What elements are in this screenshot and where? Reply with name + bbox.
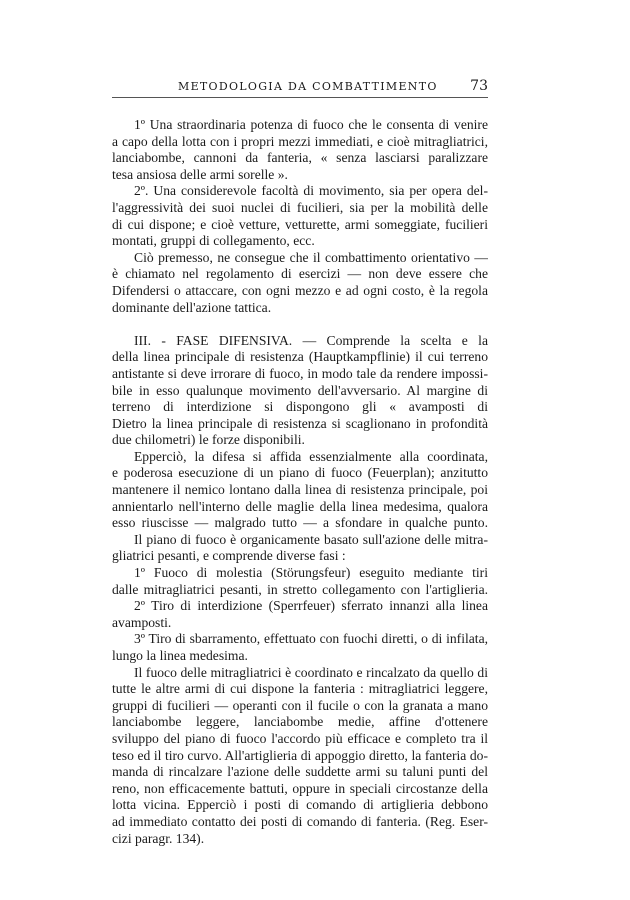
text-line: esso riuscisse — malgrado tutto — a sfondare in qualche punto. <box>112 515 488 531</box>
text-line: due chilometri) le forze disponibili. <box>112 432 305 448</box>
text-line: a capo della lotta con i propri mezzi immediati, e cioè mitragliatrici, <box>112 133 488 149</box>
text-line: Dietro la linea principale di resistenza si scaglionano in profondità <box>112 415 488 431</box>
text-line: dalle mitragliatrici pesanti, in stretto collegamento con l'artiglieria. <box>112 581 488 597</box>
text-line: lanciabombe leggere, lanciabombe medie, affine d'ottenere <box>112 714 488 730</box>
text-line: annientarlo nell'interno delle maglie della linea medesima, qualora <box>112 498 488 514</box>
text-line: 1º Fuoco di molestia (Störungsfeur) eseguito mediante tiri <box>134 565 488 581</box>
page-number: 73 <box>470 78 488 94</box>
text-line: Difendersi o attaccare, con ogni mezzo e ad ogni costo, è la regola <box>112 282 488 298</box>
text-line: manda di rincalzare l'azione delle suddette armi su taluni punti del <box>112 764 488 780</box>
text-line: della linea principale di resistenza (Hauptkampflinie) il cui terreno <box>112 349 488 365</box>
text-line: e poderosa esecuzione di un piano di fuoco (Feuerplan); anzitutto <box>112 465 488 481</box>
text-line: montati, gruppi di collegamento, ecc. <box>112 233 315 249</box>
text-line: Il piano di fuoco è organicamente basato sull'azione delle mitra- <box>134 531 488 547</box>
text-line: reno, non efficacemente battuti, oppure in speciali circostanze della <box>112 780 488 796</box>
page-header <box>112 80 488 98</box>
text-line: 2º Tiro di interdizione (Sperrfeuer) sferrato innanzi alla linea <box>134 598 488 614</box>
text-line: antistante si deve irrorare di fuoco, in modo tale da rendere impossi- <box>112 365 488 381</box>
text-line: III. - FASE DIFENSIVA. — Comprende la scelta e la <box>134 332 488 348</box>
text-line: 1º Una straordinaria potenza di fuoco che le consenta di venire <box>134 117 488 132</box>
text-line: lanciabombe, cannoni da fanteria, « senza lasciarsi paralizzare <box>112 150 488 166</box>
text-line: l'aggressività dei suoi nuclei di fucilieri, sia per la mobilità delle <box>112 199 488 215</box>
text-line: Il fuoco delle mitragliatrici è coordinato e rincalzato da quello di <box>134 664 488 680</box>
text-line: lungo la linea medesima. <box>112 648 248 663</box>
text-line: di cui dispone; e cioè vetture, vetturette, armi someggiate, fucilieri <box>112 216 488 232</box>
text-line: lotta vicina. Epperciò i posti di comando di artiglieria debbono <box>112 797 488 813</box>
text-line: ad immediato contatto dei posti di comando di fanteria. (Reg. Eser- <box>112 813 488 829</box>
text-line: dominante dell'azione tattica. <box>112 299 272 315</box>
running-title: METODOLOGIA DA COMBATTIMENTO <box>178 80 438 93</box>
header-rule <box>112 97 488 98</box>
text-line: 2º. Una considerevole facoltà di movimento, sia per opera del- <box>134 183 488 199</box>
text-line: tutte le altre armi di cui dispone la fanteria : mitragliatrici leggere, <box>112 681 488 697</box>
text-line: mantenere il nemico lontano dalla linea di resistenza principale, poi <box>112 482 488 498</box>
blank-line <box>112 316 488 333</box>
text-line: 3º Tiro di sbarramento, effettuato con fuochi diretti, o di infilata, <box>134 631 488 647</box>
body-text <box>112 117 488 847</box>
text-line: terreno di interdizione si dispongono gli « avamposti di <box>112 399 488 415</box>
text-line: teso ed il tiro curvo. All'artiglieria di appoggio diretto, la fanteria do- <box>112 747 488 763</box>
text-line: gruppi di fucilieri — operanti con il fucile o con la granata a mano <box>112 697 488 713</box>
text-line: bile in esso qualunque movimento dell'avversario. Al margine di <box>112 382 488 398</box>
text-line: tesa ansiosa delle armi sorelle ». <box>112 166 288 182</box>
text-line: gliatrici pesanti, e comprende diverse fasi : <box>112 548 346 564</box>
text-line: sviluppo del piano di fuoco l'accordo più efficace e completo tra il <box>112 730 488 746</box>
text-line: cizi paragr. 134). <box>112 830 205 846</box>
text-line: Epperciò, la difesa si affida essenzialmente alla coordinata, <box>134 448 488 464</box>
text-line: avamposti. <box>112 614 172 630</box>
text-line: è chiamato nel regolamento di esercizi — non deve essere che <box>112 266 488 282</box>
text-line: Ciò premesso, ne consegue che il combattimento orientativo — <box>134 249 488 265</box>
